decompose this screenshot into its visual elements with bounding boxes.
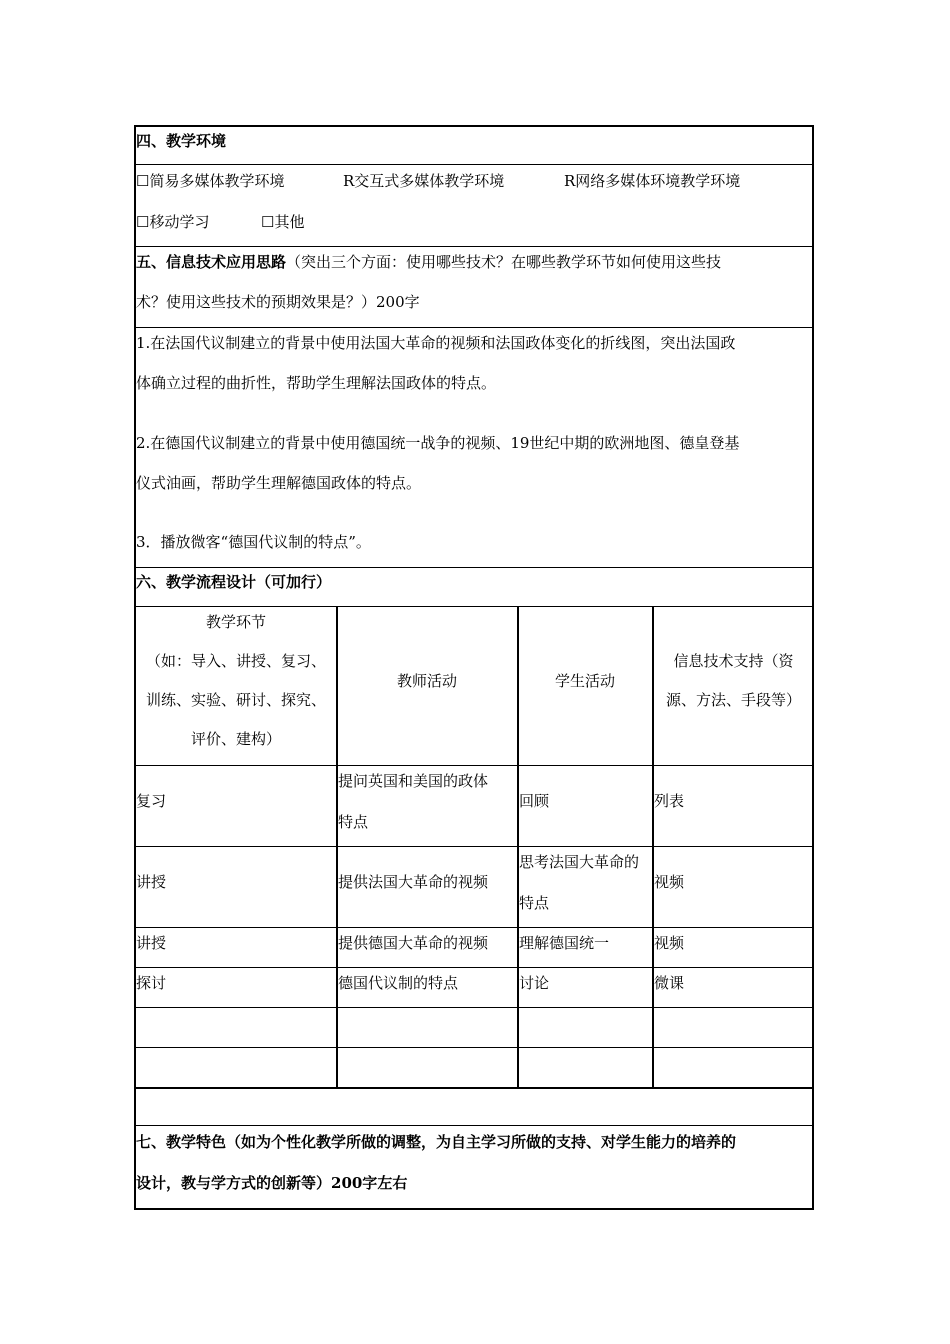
row1-stage: 复习 — [136, 792, 167, 810]
header-teacher: 教师活动 — [396, 672, 457, 690]
section5-heading-note-cont: 术？使用这些技术的预期效果是？）200字 — [136, 293, 420, 311]
section5-heading-title: 五、信息技术应用思路 — [136, 253, 287, 271]
tech-item-1-line1: 1.在法国代议制建立的背景中使用法国大革命的视频和法国政体变化的折线图，突出法国政 — [136, 334, 736, 352]
row4-student: 讨论 — [519, 974, 550, 992]
row3-stage: 讲授 — [136, 934, 167, 952]
divider — [136, 1087, 812, 1089]
header-stage-line1: 教学环节 — [205, 613, 266, 631]
section6-heading: 六、教学流程设计（可加行） — [136, 573, 332, 591]
row1-teacher-line1: 提问英国和美国的政体 — [338, 772, 489, 790]
env-option-interactive: R交互式多媒体教学环境 — [343, 172, 505, 190]
tech-item-3: 3．播放微客“德国代议制的特点”。 — [136, 533, 371, 551]
section7-heading-line1: 七、教学特色（如为个性化教学所做的调整，为自主学习所做的支持、对学生能力的培养的 — [136, 1133, 737, 1151]
divider — [136, 967, 812, 968]
row2-student-line2: 特点 — [519, 894, 550, 912]
divider — [136, 1007, 812, 1008]
divider — [136, 846, 812, 847]
row3-student: 理解德国统一 — [519, 934, 610, 952]
row2-teacher: 提供法国大革命的视频 — [338, 873, 489, 891]
header-stage-line3: 训练、实验、研讨、探究、 — [145, 691, 326, 709]
row4-tech: 微课 — [654, 974, 685, 992]
env-option-other: ☐其他 — [261, 213, 305, 231]
tech-item-2-line2: 仪式油画，帮助学生理解德国政体的特点。 — [136, 474, 422, 492]
divider — [136, 606, 812, 607]
divider — [136, 164, 812, 165]
row1-teacher-line2: 特点 — [338, 813, 369, 831]
env-option-network: R网络多媒体环境教学环境 — [564, 172, 741, 190]
header-stage-line2: （如：导入、讲授、复习、 — [145, 652, 326, 670]
row2-stage: 讲授 — [136, 873, 167, 891]
divider — [136, 1125, 812, 1126]
row1-tech: 列表 — [654, 792, 685, 810]
row1-student: 回顾 — [519, 792, 550, 810]
divider — [136, 327, 812, 328]
divider — [136, 567, 812, 568]
header-tech-line2: 源、方法、手段等） — [665, 691, 801, 709]
section4-heading: 四、教学环境 — [136, 132, 227, 150]
section5-heading-note: （突出三个方面：使用哪些技术？在哪些教学环节如何使用这些技 — [286, 253, 722, 271]
tech-item-2-line1: 2.在德国代议制建立的背景中使用德国统一战争的视频、19世纪中期的欧洲地图、德皇登基 — [136, 434, 740, 452]
header-stage-line4: 评价、建构） — [190, 730, 281, 748]
row2-tech: 视频 — [654, 873, 685, 891]
divider — [136, 246, 812, 247]
row4-stage: 探讨 — [136, 974, 167, 992]
section7-heading-line2: 设计，教与学方式的创新等）200字左右 — [136, 1174, 408, 1192]
row3-teacher: 提供德国大革命的视频 — [338, 934, 489, 952]
column-divider — [652, 606, 654, 1087]
divider — [136, 765, 812, 766]
lesson-plan-table — [134, 125, 814, 1210]
env-option-mobile: ☐移动学习 — [136, 213, 210, 231]
header-tech-line1: 信息技术支持（资 — [673, 652, 794, 670]
row4-teacher: 德国代议制的特点 — [338, 974, 459, 992]
row3-tech: 视频 — [654, 934, 685, 952]
tech-item-1-line2: 体确立过程的曲折性，帮助学生理解法国政体的特点。 — [136, 374, 497, 392]
row2-student-line1: 思考法国大革命的 — [519, 853, 640, 871]
env-option-simple: ☐简易多媒体教学环境 — [136, 172, 285, 190]
section5-heading — [136, 252, 721, 272]
divider — [136, 927, 812, 928]
divider — [136, 1047, 812, 1048]
header-student: 学生活动 — [554, 672, 615, 690]
